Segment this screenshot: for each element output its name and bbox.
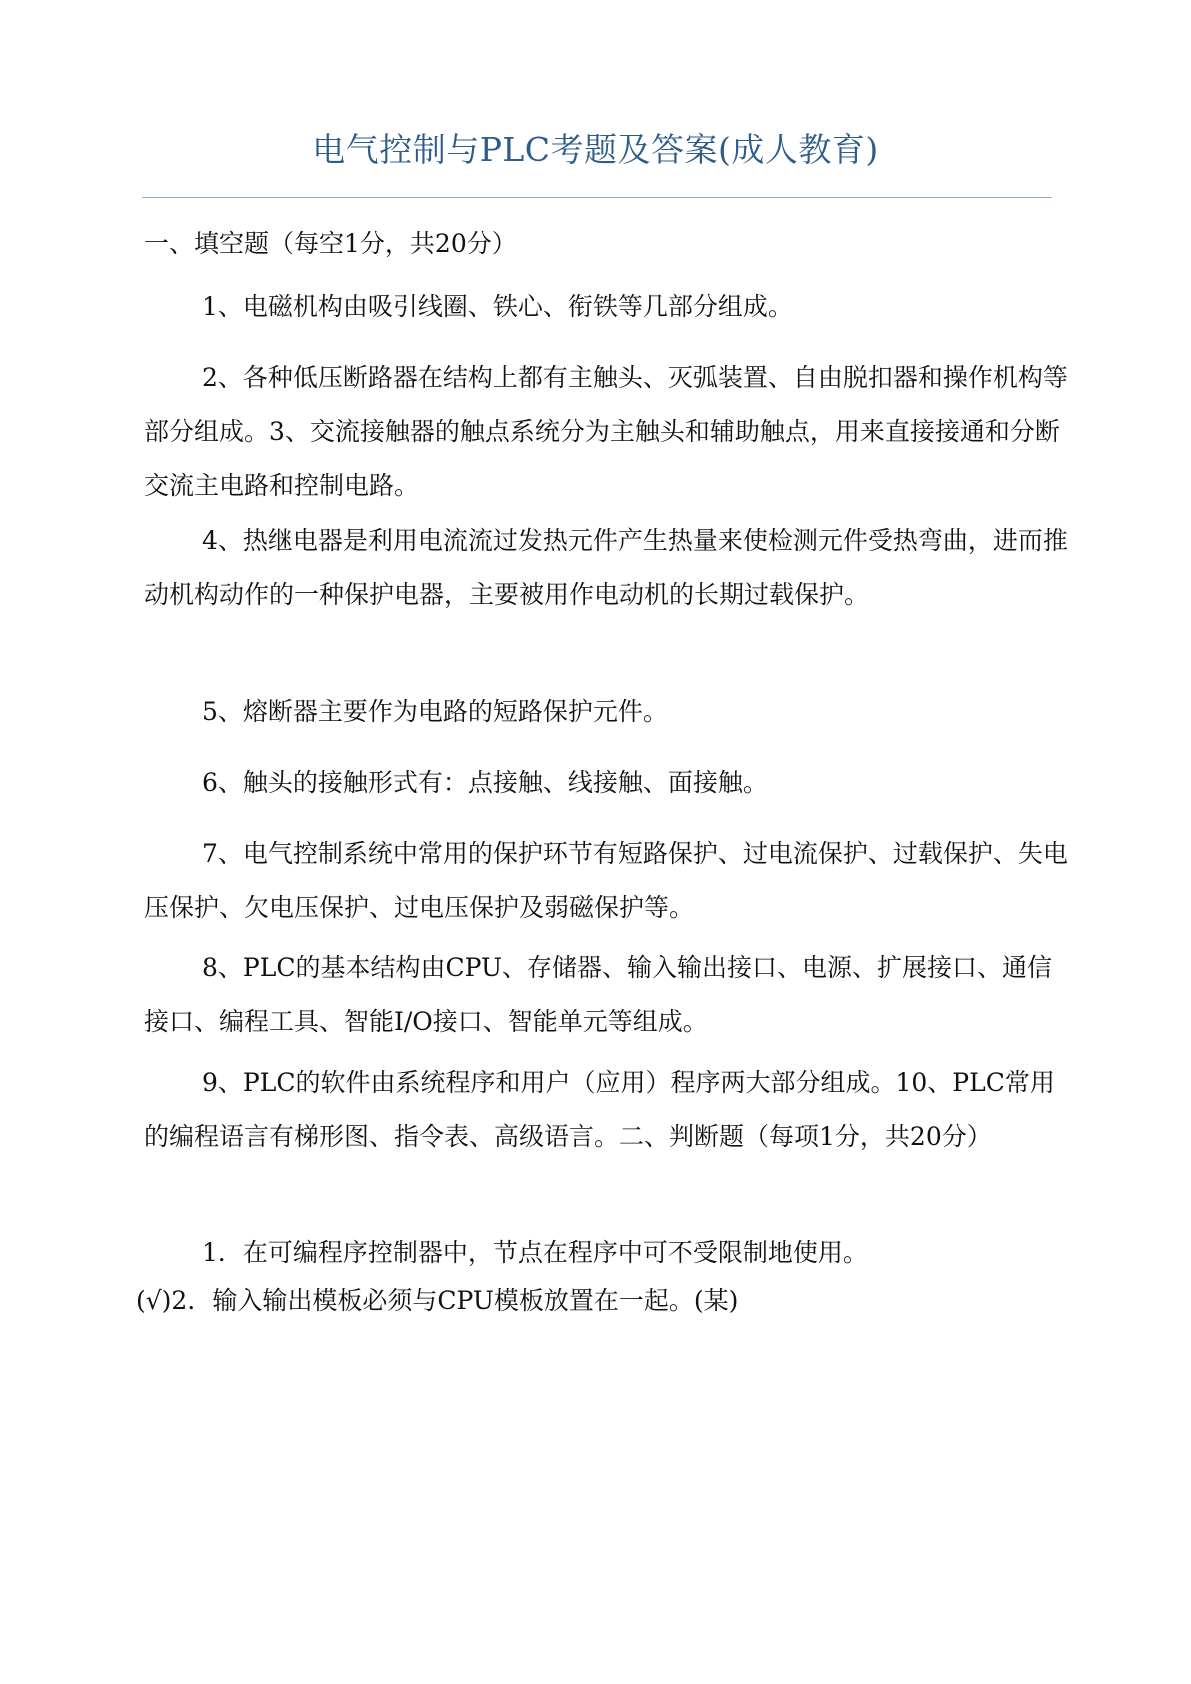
document-title: 电气控制与PLC考题及答案(成人教育) — [312, 130, 879, 169]
question-paragraph-1: 1、电磁机构由吸引线圈、铁心、衔铁等几部分组成。 — [202, 292, 793, 321]
judgement-item-2: (√)2．输入输出模板必须与CPU模板放置在一起。(某) — [136, 1286, 739, 1315]
judgement-item-1: 1．在可编程序控制器中，节点在程序中可不受限制地使用。 — [202, 1238, 868, 1267]
section-heading-fill-blank: 一、填空题（每空1分，共20分） — [144, 229, 517, 258]
question-paragraph-7: 7、电气控制系统中常用的保护环节有短路保护、过电流保护、过载保护、失电压保护、欠电压保护、过电压保护及弱磁保护等。 — [144, 839, 1068, 922]
question-paragraph-6: 6、触头的接触形式有：点接触、线接触、面接触。 — [202, 768, 768, 797]
question-paragraph-8: 8、PLC的基本结构由CPU、存储器、输入输出接口、电源、扩展接口、通信接口、编程工具、智能I/O接口、智能单元等组成。 — [144, 953, 1053, 1036]
question-paragraph-4: 4、热继电器是利用电流流过发热元件产生热量来使检测元件受热弯曲，进而推动机构动作的一种保护电器，主要被用作电动机的长期过载保护。 — [144, 526, 1068, 609]
question-paragraph-2-3: 2、各种低压断路器在结构上都有主触头、灭弧装置、自由脱扣器和操作机构等部分组成。3、交流接触器的触点系统分为主触头和辅助触点，用来直接接通和分断交流主电路和控制电路。 — [144, 363, 1068, 500]
title-divider — [142, 197, 1052, 198]
question-paragraph-9-10: 9、PLC的软件由系统程序和用户（应用）程序两大部分组成。10、PLC常用的编程语言有梯形图、指令表、高级语言。二、判断题（每项1分，共20分） — [144, 1068, 1055, 1151]
question-paragraph-5: 5、熔断器主要作为电路的短路保护元件。 — [202, 697, 668, 726]
